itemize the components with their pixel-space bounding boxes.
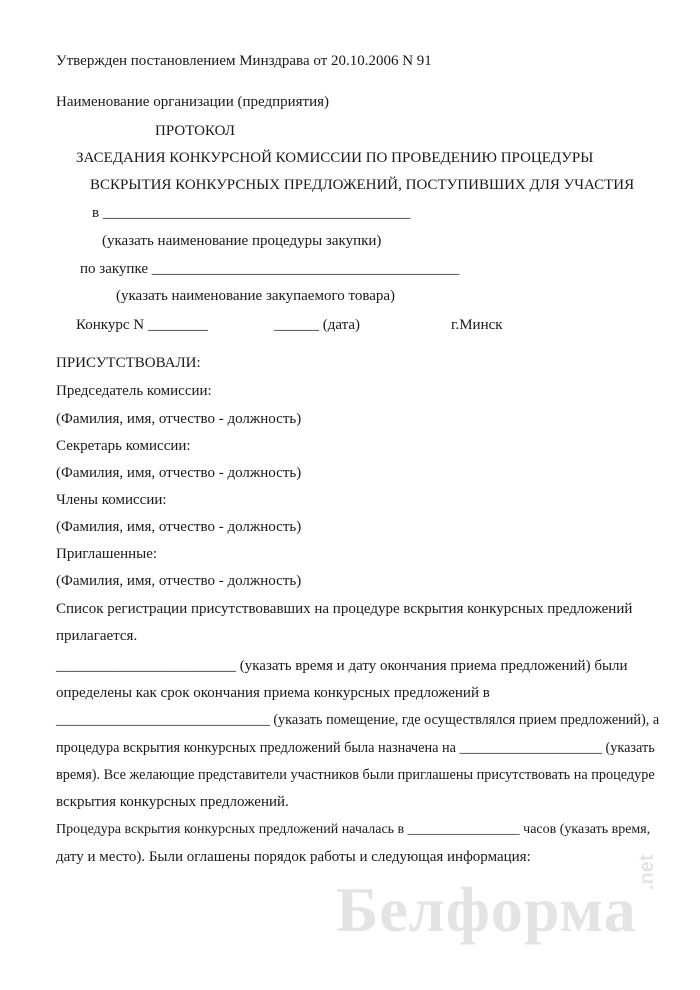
approval-note: Утвержден постановлением Минздрава от 20.10.2006 N 91 [56,53,432,69]
paragraph-2-line-5: время). Все желающие представители участников были приглашены присутствовать на процедуре [56,767,655,783]
paragraph-2-line-2: определены как срок окончания приема конкурсных предложений в [56,685,490,701]
document-subtitle-line-2: ВСКРЫТИЯ КОНКУРСНЫХ ПРЕДЛОЖЕНИЙ, ПОСТУПИВШИХ ДЛЯ УЧАСТИЯ [90,177,635,193]
paragraph-1-line-2: прилагается. [56,628,138,644]
document-title: ПРОТОКОЛ [155,123,235,139]
date-field: ______ (дата) [274,317,361,333]
city-label: г.Минск [451,317,503,333]
paragraph-2-line-1: ________________________ (указать время и дату окончания приема предложений) были [56,658,628,674]
chairman-value: (Фамилия, имя, отчество - должность) [56,411,302,427]
watermark-logo: Белформа [336,874,637,945]
organization-label: Наименование организации (предприятия) [56,94,330,110]
paragraph-2-line-6: вскрытия конкурсных предложений. [56,794,289,810]
invited-label: Приглашенные: [56,546,158,562]
invited-value: (Фамилия, имя, отчество - должность) [56,573,302,589]
procedure-hint: (указать наименование процедуры закупки) [102,233,382,249]
chairman-label: Председатель комиссии: [56,383,212,399]
members-value: (Фамилия, имя, отчество - должность) [56,519,302,535]
watermark-domain: .net [636,854,658,890]
in-field: в _________________________________________ [92,205,411,221]
contest-number-field: Конкурс N ________ [76,317,208,333]
paragraph-2-line-4: процедура вскрытия конкурсных предложений была назначена на ____________________ (указать [56,740,655,756]
paragraph-1-line-1: Список регистрации присутствовавших на процедуре вскрытия конкурсных предложений [56,601,633,617]
secretary-label: Секретарь комиссии: [56,438,191,454]
members-label: Члены комиссии: [56,492,167,508]
paragraph-2-line-3: ______________________________ (указать помещение, где осуществлялся прием предложений), а [56,712,660,728]
paragraph-3-line-2: дату и место). Были оглашены порядок работы и следующая информация: [56,849,531,865]
purchase-field: по закупке _________________________________________ [80,261,460,277]
document-subtitle-line-1: ЗАСЕДАНИЯ КОНКУРСНОЙ КОМИССИИ ПО ПРОВЕДЕНИЮ ПРОЦЕДУРЫ [76,150,594,166]
goods-hint: (указать наименование закупаемого товара) [116,288,396,304]
paragraph-3-line-1: Процедура вскрытия конкурсных предложений началась в ________________ часов (указать время, [56,822,651,837]
secretary-value: (Фамилия, имя, отчество - должность) [56,465,302,481]
present-heading: ПРИСУТСТВОВАЛИ: [56,355,201,371]
